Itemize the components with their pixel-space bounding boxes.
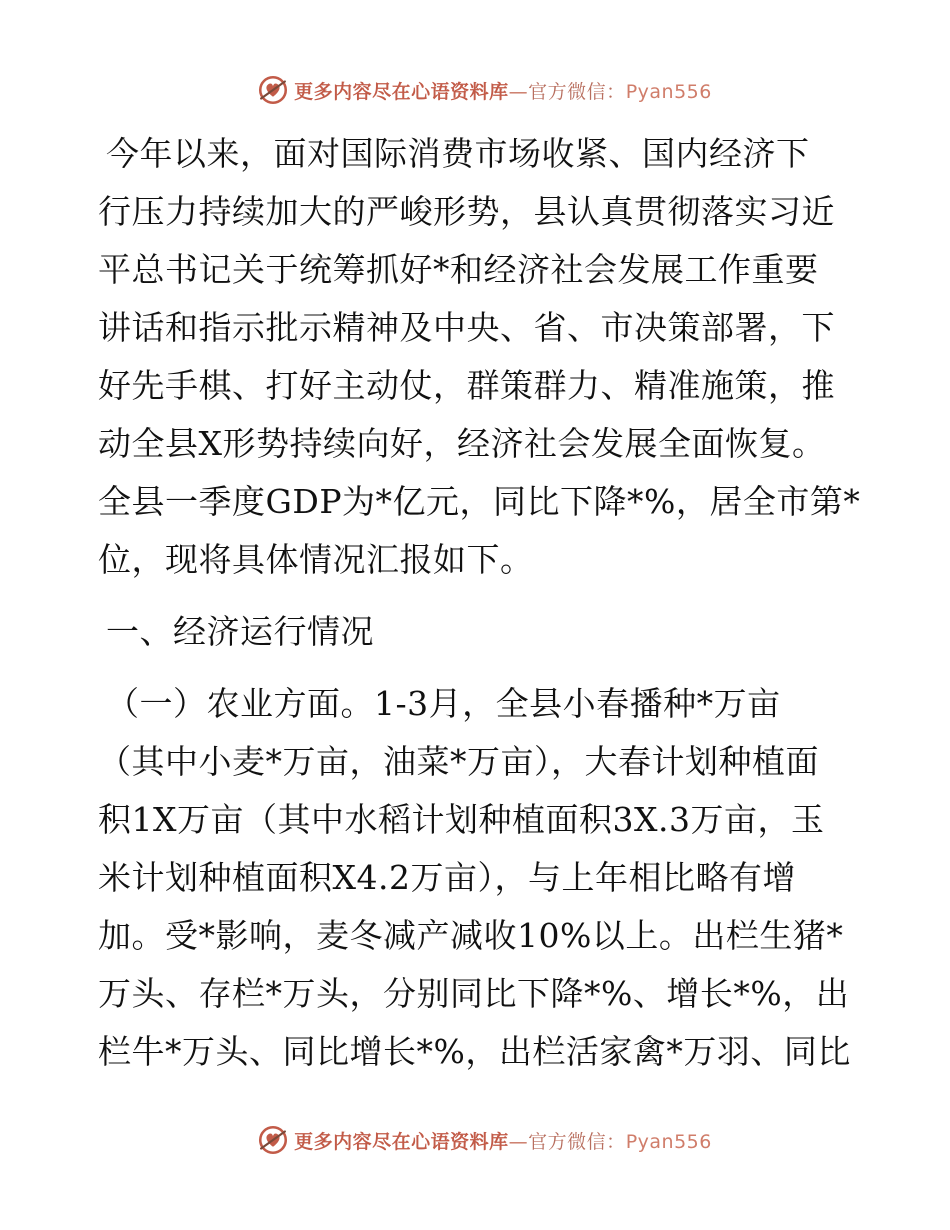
text-line: 今年以来，面对国际消费市场收紧、国内经济下 <box>106 134 810 173</box>
watermark-wechat-id: Pyan556 <box>625 80 712 103</box>
text-line: 万头、存栏*万头，分别同比下降*%、增长*%，出 <box>98 974 850 1013</box>
watermark-brand: 更多内容尽在心语资料库 <box>294 1130 509 1153</box>
text-line: （其中小麦*万亩，油菜*万亩），大春计划种植面 <box>98 742 819 781</box>
spacer <box>98 661 858 675</box>
text-line: （一）农业方面。1-3月，全县小春播种*万亩 <box>106 684 781 723</box>
text-line: 讲话和指示批示精神及中央、省、市决策部署，下 <box>98 308 835 347</box>
text-line: 好先手棋、打好主动仗，群策群力、精准施策，推 <box>98 366 835 405</box>
watermark-text <box>294 77 712 104</box>
watermark-text <box>294 1127 712 1154</box>
text-line: 行压力持续加大的严峻形势，县认真贯彻落实习近 <box>98 192 835 231</box>
footer-watermark <box>0 1122 950 1158</box>
watermark-dash: — <box>508 80 529 103</box>
watermark-brand: 更多内容尽在心语资料库 <box>294 80 509 103</box>
text-line: 全县一季度GDP为*亿元，同比下降*%，居全市第* <box>98 482 861 521</box>
document-body <box>98 125 861 1081</box>
text-line: 加。受*影响，麦冬减产减收10%以上。出栏生猪* <box>98 916 844 955</box>
text-line: 积1X万亩（其中水稻计划种植面积3X.3万亩，玉 <box>98 800 825 839</box>
text-line: 平总书记关于统筹抓好*和经济社会发展工作重要 <box>98 250 819 289</box>
paragraph-agriculture <box>98 675 858 1081</box>
paragraph-intro <box>98 125 861 589</box>
watermark-group <box>256 1123 712 1157</box>
text-line: 米计划种植面积X4.2万亩），与上年相比略有增 <box>98 858 796 897</box>
spacer <box>98 589 858 603</box>
text-line: 栏牛*万头、同比增长*%，出栏活家禽*万羽、同比 <box>98 1032 851 1071</box>
watermark-wechat-id: Pyan556 <box>625 1130 712 1153</box>
watermark-official-label: 官方微信： <box>528 1130 626 1153</box>
text-line: 动全县X形势持续向好，经济社会发展全面恢复。 <box>98 424 826 463</box>
heart-logo-icon <box>256 1123 290 1157</box>
watermark-group <box>256 73 712 107</box>
heart-logo-icon <box>256 73 290 107</box>
text-line: 位，现将具体情况汇报如下。 <box>98 540 534 579</box>
watermark-dash: — <box>508 1130 529 1153</box>
watermark-official-label: 官方微信： <box>528 80 626 103</box>
section-heading: 一、经济运行情况 <box>106 612 374 651</box>
header-watermark <box>0 72 950 108</box>
